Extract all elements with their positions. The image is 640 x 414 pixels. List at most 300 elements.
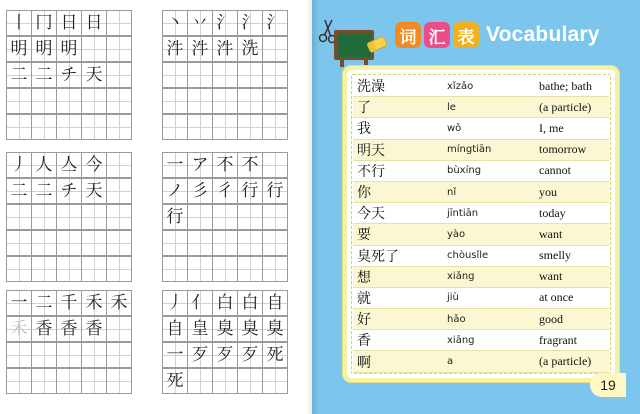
practice-cell — [106, 152, 132, 178]
practice-cell — [237, 178, 263, 204]
practice-character: 洗 — [241, 38, 259, 59]
practice-cell — [237, 256, 263, 282]
practice-cell — [162, 10, 188, 36]
practice-cell — [237, 88, 263, 114]
practice-character: 一 — [166, 154, 184, 175]
practice-character: 行 — [166, 206, 184, 227]
practice-character: 禾 — [85, 292, 103, 313]
practice-character: 不 — [216, 154, 234, 175]
practice-cell — [31, 62, 57, 88]
vocab-hanzi: 明天 — [357, 142, 385, 159]
practice-cell — [106, 230, 132, 256]
vocab-meaning: today — [539, 205, 566, 220]
practice-character: 氵 — [216, 12, 234, 33]
practice-cell — [81, 10, 107, 36]
vocab-meaning: you — [539, 184, 557, 199]
practice-cell — [162, 290, 188, 316]
practice-character: 不 — [241, 154, 259, 175]
practice-cell — [31, 204, 57, 230]
vocab-row — [353, 267, 609, 288]
practice-character: チ — [60, 64, 78, 85]
practice-grid-row — [162, 152, 287, 178]
vocab-meaning: bathe; bath — [539, 78, 592, 93]
practice-cell — [162, 368, 188, 394]
vocab-hanzi: 要 — [357, 227, 371, 244]
practice-character: 彡 — [191, 180, 209, 201]
practice-cell — [56, 36, 82, 62]
practice-character: 千 — [60, 292, 78, 313]
practice-character: 丿 — [10, 154, 28, 175]
practice-cell — [6, 290, 32, 316]
practice-cell — [31, 10, 57, 36]
practice-cell — [56, 88, 82, 114]
practice-cell — [6, 152, 32, 178]
practice-character: 明 — [10, 38, 28, 59]
vocab-hanzi: 你 — [357, 185, 371, 202]
vocab-pinyin: wǒ — [447, 122, 462, 134]
practice-cell — [31, 36, 57, 62]
practice-cell — [237, 316, 263, 342]
practice-cell — [106, 290, 132, 316]
practice-character: 丿 — [166, 292, 184, 313]
practice-cell — [56, 114, 82, 140]
vocab-hanzi: 我 — [357, 121, 371, 138]
practice-character: 歹 — [191, 344, 209, 365]
practice-cell — [187, 342, 213, 368]
vocab-row — [353, 182, 609, 203]
practice-cell — [187, 36, 213, 62]
practice-cell — [31, 88, 57, 114]
practice-character: ノ — [166, 180, 184, 201]
vocab-row — [353, 246, 609, 267]
vocab-hanzi: 今天 — [357, 206, 385, 223]
practice-cell — [56, 62, 82, 88]
practice-cell — [212, 10, 238, 36]
practice-cell — [237, 204, 263, 230]
practice-grid-row — [6, 290, 131, 316]
practice-character: 亻 — [191, 292, 209, 313]
practice-cell — [31, 178, 57, 204]
practice-character: 臭 — [216, 318, 234, 339]
practice-character: 汼 — [166, 38, 184, 59]
practice-cell — [237, 230, 263, 256]
vocab-pinyin: chòusǐle — [447, 250, 489, 262]
page-title — [395, 22, 600, 48]
title-character: 词 — [395, 22, 421, 48]
practice-cell — [212, 178, 238, 204]
practice-grid-row — [162, 316, 287, 342]
practice-character: 一 — [166, 344, 184, 365]
practice-grid — [162, 10, 287, 140]
vocab-meaning: want — [539, 269, 563, 284]
vocab-hanzi: 了 — [357, 100, 371, 117]
vocab-row — [353, 351, 609, 372]
practice-cell — [81, 204, 107, 230]
practice-cell — [56, 256, 82, 282]
practice-cell — [81, 114, 107, 140]
practice-cell — [56, 368, 82, 394]
practice-cell — [212, 290, 238, 316]
practice-cell — [6, 62, 32, 88]
practice-cell — [262, 204, 288, 230]
practice-cell — [6, 178, 32, 204]
practice-cell — [6, 230, 32, 256]
practice-cell — [162, 204, 188, 230]
practice-grid-row — [6, 342, 131, 368]
vocab-pinyin: nǐ — [447, 186, 457, 198]
vocab-row — [353, 330, 609, 351]
practice-cell — [6, 88, 32, 114]
practice-cell — [6, 204, 32, 230]
practice-grid — [6, 152, 131, 282]
title-english: Vocabulary — [486, 23, 600, 46]
vocab-row — [353, 161, 609, 182]
practice-cell — [106, 88, 132, 114]
vocab-pinyin: míngtiān — [447, 144, 492, 156]
practice-cell — [81, 316, 107, 342]
practice-cell — [162, 178, 188, 204]
practice-cell — [31, 256, 57, 282]
practice-cell — [212, 88, 238, 114]
practice-cell — [162, 316, 188, 342]
practice-cell — [187, 62, 213, 88]
vocab-row — [353, 97, 609, 118]
practice-cell — [212, 152, 238, 178]
practice-cell — [187, 368, 213, 394]
practice-cell — [212, 368, 238, 394]
practice-character: 二 — [10, 180, 28, 201]
practice-grid-row — [162, 368, 287, 394]
vocab-row — [353, 140, 609, 161]
practice-cell — [187, 256, 213, 282]
vocab-pinyin: jiù — [447, 292, 459, 304]
practice-cell — [212, 114, 238, 140]
practice-character: 臭 — [266, 318, 284, 339]
practice-grid-row — [162, 256, 287, 282]
practice-grid-row — [6, 152, 131, 178]
practice-character: 天 — [85, 180, 103, 201]
practice-character: 一 — [10, 292, 28, 313]
practice-cell — [262, 36, 288, 62]
practice-cell — [162, 230, 188, 256]
practice-character: 丶 — [166, 12, 184, 33]
practice-cell — [237, 36, 263, 62]
practice-character: 人 — [35, 154, 53, 175]
practice-cell — [31, 290, 57, 316]
vocab-row — [353, 76, 609, 97]
vocabulary-table-frame — [347, 70, 615, 378]
practice-cell — [106, 10, 132, 36]
practice-character: 白 — [241, 292, 259, 313]
practice-character: 丨 — [10, 12, 28, 33]
practice-grid-row — [6, 204, 131, 230]
vocab-meaning: (a particle) — [539, 99, 592, 114]
practice-character: ア — [191, 154, 209, 175]
practice-cell — [237, 290, 263, 316]
practice-cell — [81, 62, 107, 88]
practice-grid-row — [6, 230, 131, 256]
practice-character: 明 — [60, 38, 78, 59]
practice-cell — [81, 290, 107, 316]
practice-cell — [56, 316, 82, 342]
practice-character: 死 — [166, 370, 184, 391]
practice-grid-row — [6, 316, 131, 342]
left-page — [0, 0, 312, 414]
practice-cell — [56, 10, 82, 36]
practice-cell — [162, 36, 188, 62]
practice-cell — [237, 342, 263, 368]
practice-character: 白 — [216, 292, 234, 313]
vocab-pinyin: yào — [447, 228, 466, 240]
practice-grid — [6, 290, 131, 394]
practice-cell — [6, 114, 32, 140]
practice-cell — [162, 114, 188, 140]
practice-grid-row — [6, 368, 131, 394]
practice-character: 行 — [266, 180, 284, 201]
practice-cell — [212, 62, 238, 88]
practice-character: 彳 — [216, 180, 234, 201]
vocab-pinyin: bùxíng — [447, 165, 482, 177]
practice-cell — [187, 204, 213, 230]
practice-cell — [81, 152, 107, 178]
practice-cell — [262, 256, 288, 282]
practice-grid-row — [6, 10, 131, 36]
practice-grid — [162, 290, 287, 394]
practice-cell — [106, 342, 132, 368]
vocab-meaning: smelly — [539, 248, 571, 263]
vocab-pinyin: hǎo — [447, 313, 466, 325]
title-character: 汇 — [424, 22, 450, 48]
practice-cell — [262, 316, 288, 342]
vocab-meaning: I, me — [539, 120, 564, 135]
practice-character: 日 — [85, 12, 103, 33]
practice-cell — [106, 316, 132, 342]
practice-cell — [187, 88, 213, 114]
practice-character: 二 — [35, 180, 53, 201]
practice-grid-row — [162, 10, 287, 36]
practice-character: 二 — [10, 64, 28, 85]
practice-cell — [6, 256, 32, 282]
practice-grid-row — [162, 62, 287, 88]
practice-cell — [237, 368, 263, 394]
practice-grid-row — [6, 114, 131, 140]
practice-cell — [237, 62, 263, 88]
practice-cell — [262, 290, 288, 316]
practice-cell — [56, 230, 82, 256]
practice-cell — [31, 316, 57, 342]
practice-cell — [56, 152, 82, 178]
practice-cell — [187, 230, 213, 256]
vocab-pinyin: xiāng — [447, 334, 475, 346]
practice-character: 歹 — [216, 344, 234, 365]
vocab-hanzi: 想 — [357, 269, 371, 286]
practice-grid-row — [162, 230, 287, 256]
practice-character: 自 — [266, 292, 284, 313]
practice-cell — [262, 368, 288, 394]
practice-grid-row — [162, 36, 287, 62]
vocab-hanzi: 洗澡 — [357, 79, 385, 96]
vocab-pinyin: a — [447, 356, 454, 368]
vocab-row — [353, 203, 609, 224]
page-number: 19 — [590, 373, 626, 397]
practice-cell — [6, 316, 32, 342]
vocab-hanzi: 不行 — [357, 163, 385, 180]
practice-character: 明 — [35, 38, 53, 59]
practice-cell — [262, 178, 288, 204]
practice-character: 氵 — [241, 12, 259, 33]
practice-cell — [31, 368, 57, 394]
vocabulary-table — [353, 76, 609, 373]
practice-character: 天 — [85, 64, 103, 85]
practice-character: 二 — [35, 292, 53, 313]
practice-character: チ — [60, 180, 78, 201]
vocab-row — [353, 309, 609, 330]
practice-character: 皇 — [191, 318, 209, 339]
practice-cell — [212, 230, 238, 256]
practice-cell — [162, 256, 188, 282]
vocab-hanzi: 香 — [357, 333, 371, 350]
practice-cell — [56, 178, 82, 204]
practice-cell — [262, 342, 288, 368]
practice-cell — [212, 36, 238, 62]
vocab-pinyin: jīntiān — [447, 207, 479, 219]
practice-cell — [106, 368, 132, 394]
practice-cell — [81, 178, 107, 204]
practice-character: 死 — [266, 344, 284, 365]
practice-cell — [81, 88, 107, 114]
practice-cell — [31, 152, 57, 178]
practice-cell — [212, 256, 238, 282]
practice-grid — [6, 10, 131, 140]
practice-character: 自 — [166, 318, 184, 339]
practice-cell — [162, 342, 188, 368]
practice-cell — [237, 152, 263, 178]
practice-cell — [106, 256, 132, 282]
practice-grid-row — [162, 204, 287, 230]
practice-cell — [262, 230, 288, 256]
practice-cell — [162, 152, 188, 178]
practice-cell — [31, 114, 57, 140]
practice-grid-row — [6, 36, 131, 62]
practice-grid-row — [6, 62, 131, 88]
practice-character: 歹 — [241, 344, 259, 365]
practice-character: 今 — [85, 154, 103, 175]
practice-grid-row — [162, 178, 287, 204]
practice-cell — [162, 62, 188, 88]
vocab-row — [353, 118, 609, 139]
vocab-meaning: tomorrow — [539, 142, 587, 157]
vocab-pinyin: xǐzǎo — [447, 80, 474, 92]
practice-cell — [56, 204, 82, 230]
practice-cell — [187, 152, 213, 178]
vocab-meaning: fragrant — [539, 332, 577, 347]
practice-cell — [106, 178, 132, 204]
practice-cell — [56, 342, 82, 368]
practice-cell — [6, 342, 32, 368]
practice-cell — [6, 368, 32, 394]
practice-grid-row — [6, 178, 131, 204]
practice-cell — [262, 114, 288, 140]
practice-grid — [162, 152, 287, 282]
practice-cell — [187, 10, 213, 36]
practice-cell — [262, 88, 288, 114]
practice-cell — [187, 316, 213, 342]
practice-cell — [187, 114, 213, 140]
practice-character: 日 — [60, 12, 78, 33]
practice-grid-row — [162, 342, 287, 368]
practice-grid-row — [162, 88, 287, 114]
practice-character: 禾 — [110, 292, 128, 313]
practice-cell — [81, 368, 107, 394]
vocab-meaning: good — [539, 311, 563, 326]
title-character: 表 — [453, 22, 479, 48]
practice-character: 香 — [35, 318, 53, 339]
practice-cell — [81, 342, 107, 368]
practice-cell — [31, 342, 57, 368]
practice-cell — [56, 290, 82, 316]
vocab-meaning: (a particle) — [539, 354, 592, 369]
practice-cell — [212, 316, 238, 342]
vocab-hanzi: 好 — [357, 312, 371, 329]
chalkboard-icon — [332, 26, 390, 68]
vocab-meaning: cannot — [539, 163, 571, 178]
practice-character: 行 — [241, 180, 259, 201]
practice-cell — [212, 204, 238, 230]
vocab-row — [353, 288, 609, 309]
practice-character: 亼 — [60, 154, 78, 175]
vocab-pinyin: le — [447, 101, 456, 113]
practice-character: 冂 — [35, 12, 53, 33]
practice-cell — [106, 114, 132, 140]
practice-cell — [106, 36, 132, 62]
practice-character: 丷 — [191, 12, 209, 33]
vocab-hanzi: 啊 — [357, 354, 371, 371]
practice-cell — [262, 152, 288, 178]
practice-cell — [262, 10, 288, 36]
practice-character: 二 — [35, 64, 53, 85]
practice-character: 香 — [60, 318, 78, 339]
vocab-hanzi: 臭死了 — [357, 248, 399, 265]
vocab-meaning: at once — [539, 290, 574, 305]
vocab-row — [353, 224, 609, 245]
practice-cell — [162, 88, 188, 114]
practice-cell — [81, 36, 107, 62]
practice-cell — [187, 178, 213, 204]
vocab-pinyin: xiǎng — [447, 271, 475, 283]
practice-character: 汼 — [191, 38, 209, 59]
practice-grid-row — [162, 290, 287, 316]
practice-cell — [106, 62, 132, 88]
practice-grid-row — [6, 256, 131, 282]
practice-cell — [237, 10, 263, 36]
practice-cell — [6, 36, 32, 62]
practice-cell — [81, 256, 107, 282]
practice-cell — [81, 230, 107, 256]
practice-cell — [212, 342, 238, 368]
practice-character: 香 — [85, 318, 103, 339]
practice-character: 禾 — [10, 318, 28, 339]
vocab-hanzi: 就 — [357, 290, 371, 307]
practice-grid-row — [162, 114, 287, 140]
practice-cell — [31, 230, 57, 256]
practice-character: 汼 — [216, 38, 234, 59]
practice-character: 臭 — [241, 318, 259, 339]
practice-grid-row — [6, 88, 131, 114]
practice-cell — [187, 290, 213, 316]
practice-cell — [262, 62, 288, 88]
practice-character: 氵 — [266, 12, 284, 33]
practice-cell — [106, 204, 132, 230]
